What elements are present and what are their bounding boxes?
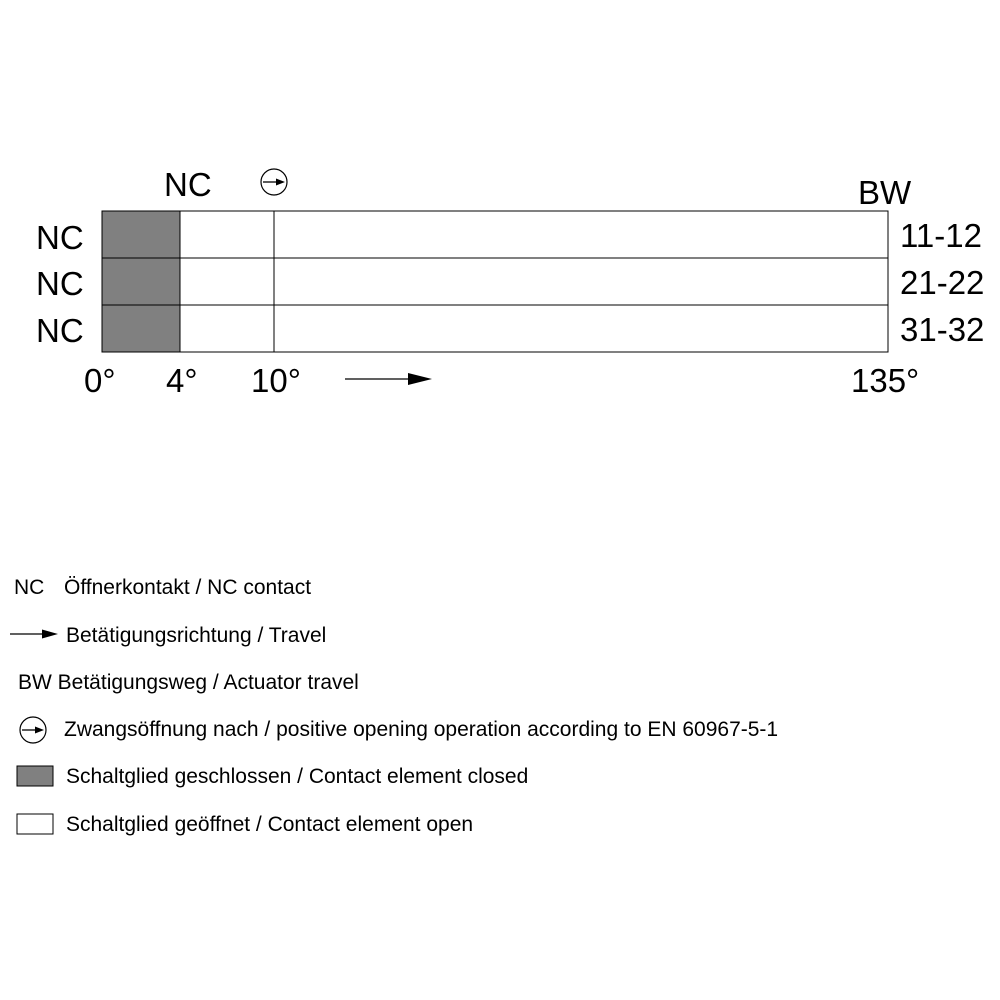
- legend-closed-text: Schaltglied geschlossen / Contact element closed: [66, 765, 529, 788]
- legend-travel-arrow-icon: [10, 630, 58, 639]
- positive-opening-icon: [261, 169, 287, 195]
- legend-open-swatch: [17, 814, 53, 834]
- row-3-terminals: 31-32: [900, 311, 985, 348]
- tick-135deg: 135°: [851, 362, 920, 399]
- header-travel-label: BW: [858, 174, 912, 211]
- legend-open-text: Schaltglied geöffnet / Contact element open: [66, 813, 474, 836]
- legend-positive-opening-icon: [20, 717, 46, 743]
- row-2-terminals: 21-22: [900, 264, 985, 301]
- row-3-closed-region: [102, 305, 180, 352]
- row-2-type: NC: [36, 265, 84, 302]
- tick-0deg: 0°: [84, 362, 116, 399]
- row-2-closed-region: [102, 258, 180, 305]
- row-3-type: NC: [36, 312, 84, 349]
- header-contact-type: NC: [164, 166, 212, 203]
- legend-closed-swatch: [17, 766, 53, 786]
- tick-4deg: 4°: [166, 362, 198, 399]
- row-1-terminals: 11-12: [900, 217, 982, 254]
- travel-arrow-icon: [345, 373, 432, 385]
- legend-bw-text: BW Betätigungsweg / Actuator travel: [18, 671, 359, 694]
- tick-10deg: 10°: [251, 362, 301, 399]
- row-1-closed-region: [102, 211, 180, 258]
- legend-nc-text: Öffnerkontakt / NC contact: [64, 576, 312, 599]
- legend-travel-text: Betätigungsrichtung / Travel: [66, 624, 327, 647]
- legend-positive-opening-text: Zwangsöffnung nach / positive opening operation according to EN 60967-5-1: [64, 718, 779, 741]
- row-1-type: NC: [36, 219, 84, 256]
- legend-nc-key: NC: [14, 576, 45, 599]
- diagram-frame: [102, 211, 888, 352]
